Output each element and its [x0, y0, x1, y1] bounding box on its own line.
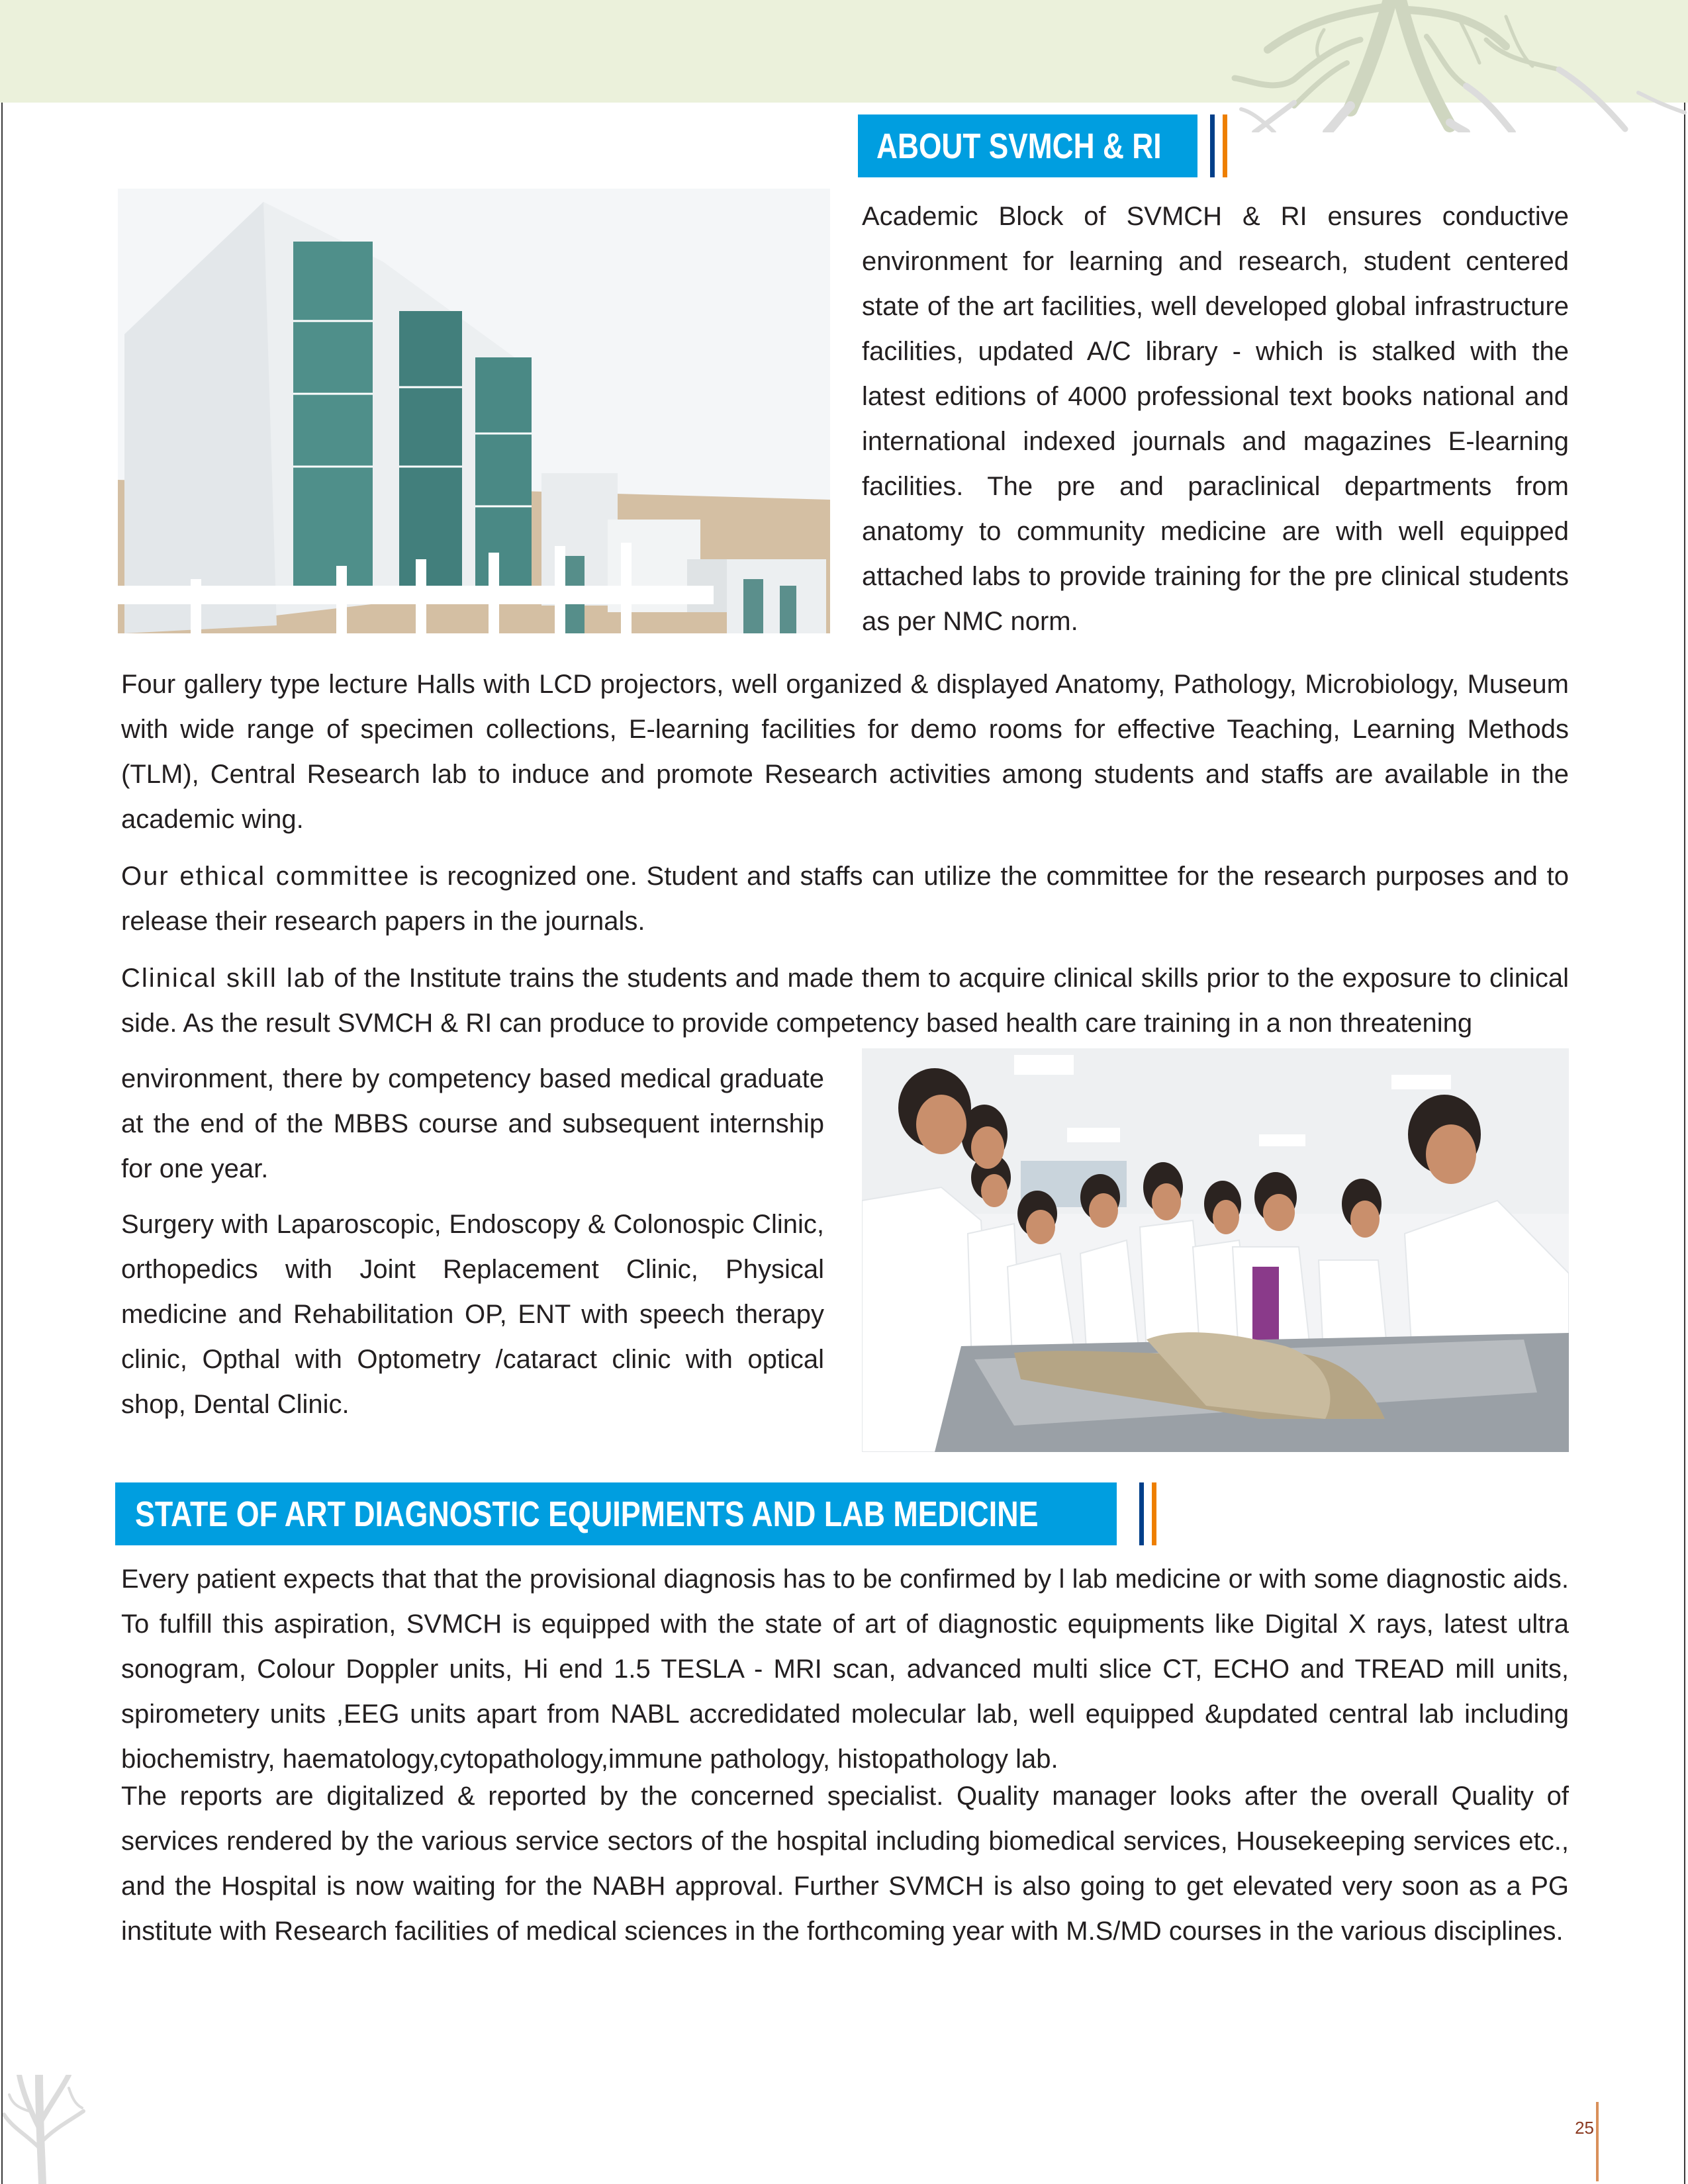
about-section-title: ABOUT SVMCH & RI — [876, 126, 1162, 166]
diagnostics-paragraph-2 — [121, 1774, 1569, 1954]
clinical-skill-lab-continued-text: environment, there by competency based medical graduate at the end of the MBBS course and subsequent internship for one year. — [121, 1064, 824, 1183]
diagnostics-section-title: STATE OF ART DIAGNOSTIC EQUIPMENTS AND LAB MEDICINE — [135, 1494, 1039, 1534]
about-intro-text: Academic Block of SVMCH & RI ensures conductive environment for learning and research, student centered state of the art facilities, well developed global infrastructure facilities, updated A/C library - which is stalked with the latest editions of 4000 professional text books national and international indexed journals and magazines E-learning facilities. The pre and paraclinical departments from anatomy to community medicine are with well equipped attached labs to provide training for the pre clinical students as per NMC norm. — [862, 202, 1569, 636]
about-section-heading — [858, 114, 1197, 177]
ethical-committee-lead: Our ethical committee — [121, 862, 410, 891]
diagnostics-paragraph-1-text: Every patient expects that that the provisional diagnosis has to be confirmed by l lab medicine or with some diagnostic aids. To fulfill this aspiration, SVMCH is equipped with the state of art of diagnostic equipments like Digital X rays, latest ultra sonogram, Colour Doppler units, Hi end 1.5 TESLA - MRI scan, advanced multi slice CT, ECHO and TREAD mill units, spirometery units ,EEG units apart from NABL accredidated molecular lab, well equipped &updated central lab including biochemistry, haematology,cytopathology,immune pathology, histopathology lab. — [121, 1565, 1569, 1774]
clinics-text: Surgery with Laparoscopic, Endoscopy & Colonospic Clinic, orthopedics with Joint Replacement Clinic, Physical medicine and Rehabilitation OP, ENT with speech therapy clinic, Opthal with Optometry /cataract clinic with optical shop, Dental Clinic. — [121, 1210, 824, 1419]
clinical-skill-lab-continued — [121, 1056, 824, 1191]
accent-bar-orange-2 — [1152, 1482, 1156, 1545]
clinical-skill-lab-paragraph — [121, 956, 1569, 1046]
diagnostics-section-heading — [115, 1482, 1117, 1545]
accent-bar-orange — [1223, 114, 1227, 177]
diagnostics-paragraph-2-text: The reports are digitalized & reported by the concerned specialist. Quality manager looks after the overall Quality of services rendered by the various service sectors of the hospital including biomedical services, Housekeeping services etc., and the Hospital is now waiting for the NABH approval. Further SVMCH is also going to get elevated very soon as a PG institute with Research facilities of medical sciences in the forthcoming year with M.S/MD courses in the various disciplines. — [121, 1782, 1569, 1946]
page-number: 25 — [1575, 2118, 1594, 2138]
clinics-paragraph — [121, 1202, 824, 1427]
clinical-skill-lab-lead: Clinical skill lab — [121, 964, 326, 993]
accent-bar-blue-2 — [1139, 1482, 1144, 1545]
diagnostics-paragraph-1 — [121, 1557, 1569, 1782]
lecture-halls-text: Four gallery type lecture Halls with LCD projectors, well organized & displayed Anatomy, Pathology, Microbiology, Museum with wide range of specimen collections, E-learning facilities for demo rooms for effective Teaching, Learning Methods (TLM), Central Research lab to induce and promote Research activities among students and staffs are available in the academic wing. — [121, 670, 1569, 834]
ethical-committee-text: is recognized one. Student and staffs can utilize the committee for the research purposes and to release their research papers in the journals. — [121, 862, 1569, 936]
anatomy-dissection-photo — [862, 1048, 1569, 1452]
ethical-committee-paragraph — [121, 854, 1569, 944]
academic-block-photo — [118, 189, 830, 633]
accent-bar-blue — [1210, 114, 1215, 177]
about-intro-paragraph — [862, 194, 1569, 644]
tree-roots-decoration-icon — [1228, 0, 1688, 132]
page-number-rule — [1596, 2102, 1599, 2181]
clinical-skill-lab-text: of the Institute trains the students and made them to acquire clinical skills prior to the exposure to clinical side. As the result SVMCH & RI can produce to provide competency based health care training in a non threatening — [121, 964, 1569, 1038]
tree-roots-decoration-bottom-icon — [3, 2075, 85, 2184]
lecture-halls-paragraph — [121, 662, 1569, 842]
